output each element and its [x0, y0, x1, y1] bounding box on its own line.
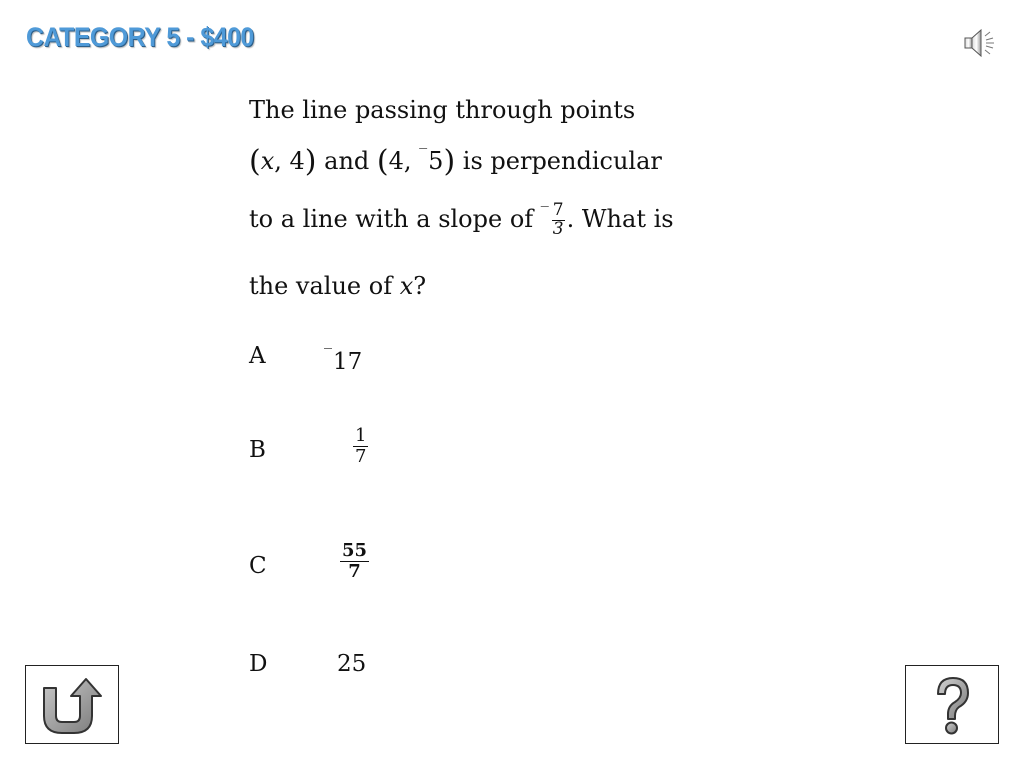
u-turn-back-arrow-icon — [26, 666, 118, 743]
paren-close: ) — [443, 144, 456, 179]
question-mark: ? — [413, 272, 427, 300]
point-2-y: 5 — [428, 147, 444, 175]
variable-x: x — [260, 147, 275, 175]
choice-value — [340, 541, 369, 583]
choice-letter: D — [249, 651, 268, 677]
question-line-1: The line passing through points — [249, 96, 636, 124]
question-line-4 — [249, 272, 426, 301]
fraction-numerator: 7 — [552, 200, 564, 220]
category-title: CATEGORY 5 - $400 — [26, 22, 254, 52]
question-mark-icon — [906, 666, 998, 743]
negative-sign: ‾ — [419, 145, 428, 164]
choice-letter: C — [249, 553, 267, 579]
value-of-text: the value of — [249, 272, 400, 300]
fraction-denominator: 3 — [552, 218, 564, 239]
choice-letter: A — [249, 343, 266, 369]
point-1-rest: , 4 — [274, 147, 305, 175]
paren-close: ) — [304, 144, 317, 179]
negative-sign: ‾ — [540, 202, 549, 222]
choice-fraction — [340, 541, 369, 582]
paren-open: ( — [376, 144, 389, 179]
speaker-icon[interactable] — [963, 27, 997, 59]
choice-value — [324, 345, 362, 375]
variable-x: x — [399, 272, 414, 300]
and-text: and — [316, 147, 377, 175]
slope-text: to a line with a slope of — [249, 204, 541, 233]
paren-open: ( — [249, 144, 261, 179]
negative-sign: ‾ — [324, 345, 332, 364]
point-2-x: 4, — [388, 147, 420, 175]
fraction-denominator: 7 — [348, 560, 361, 582]
fraction-denominator: 7 — [355, 445, 367, 467]
fraction-numerator: 1 — [355, 425, 367, 446]
fraction-numerator: 55 — [342, 540, 368, 561]
question-line-3 — [249, 202, 674, 239]
help-button[interactable] — [905, 665, 999, 744]
perpendicular-text: is perpendicular — [455, 147, 662, 175]
choice-number: 17 — [333, 349, 363, 375]
choice-value: 25 — [337, 651, 367, 677]
choice-letter: B — [249, 437, 266, 463]
slope-fraction — [552, 202, 565, 239]
back-button[interactable] — [25, 665, 119, 744]
choice-value — [353, 426, 368, 468]
what-is-text: . What is — [566, 204, 674, 233]
question-line-2 — [249, 144, 662, 180]
choice-fraction — [353, 426, 368, 467]
